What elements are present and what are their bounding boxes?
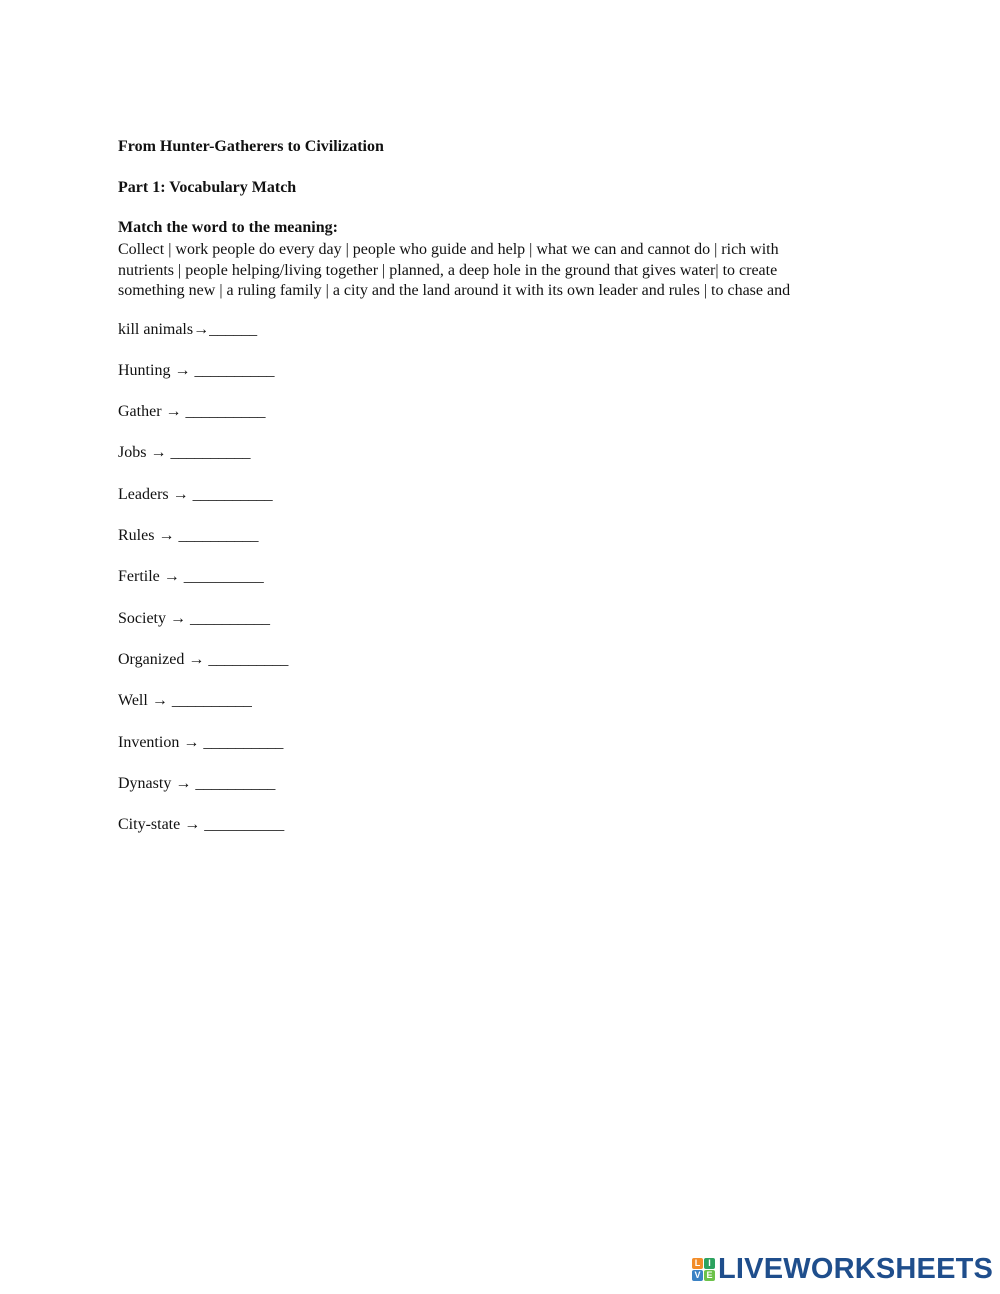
liveworksheets-logo-icon: [692, 1258, 715, 1281]
logo-tile-i: I: [704, 1258, 715, 1269]
match-item-well: Well → __________: [118, 692, 252, 709]
match-item-leaders: Leaders → __________: [118, 486, 273, 503]
liveworksheets-logo: [692, 1254, 993, 1284]
match-item-invention: Invention → __________: [118, 734, 284, 751]
match-item-jobs: Jobs → __________: [118, 444, 251, 461]
match-item-gather: Gather → __________: [118, 403, 266, 420]
word-bank-line: something new | a ruling family | a city and the land around it with its own leader and rules | to chase and: [118, 282, 791, 300]
match-item-city-state: City-state → __________: [118, 816, 285, 833]
match-item-dynasty: Dynasty → __________: [118, 775, 276, 792]
match-item-rules: Rules → __________: [118, 527, 259, 544]
logo-tile-e: E: [704, 1270, 715, 1281]
match-item-kill-animals: kill animals→______: [118, 321, 258, 338]
word-bank: [118, 240, 898, 302]
match-item-fertile: Fertile → __________: [118, 568, 264, 585]
instruction-heading: Match the word to the meaning:: [118, 219, 338, 236]
word-bank-line: nutrients | people helping/living together | planned, a deep hole in the ground that gives water| to create: [118, 261, 778, 279]
logo-tile-l: L: [692, 1258, 703, 1269]
logo-tile-v: V: [692, 1270, 703, 1281]
match-item-hunting: Hunting → __________: [118, 362, 275, 379]
part-heading: Part 1: Vocabulary Match: [118, 179, 297, 196]
page-title: From Hunter-Gatherers to Civilization: [118, 138, 384, 155]
match-item-organized: Organized → __________: [118, 651, 289, 668]
logo-wordmark: LIVEWORKSHEETS: [718, 1252, 994, 1285]
word-bank-line: Collect | work people do every day | people who guide and help | what we can and cannot do | rich with: [118, 241, 779, 258]
match-item-society: Society → __________: [118, 610, 270, 627]
